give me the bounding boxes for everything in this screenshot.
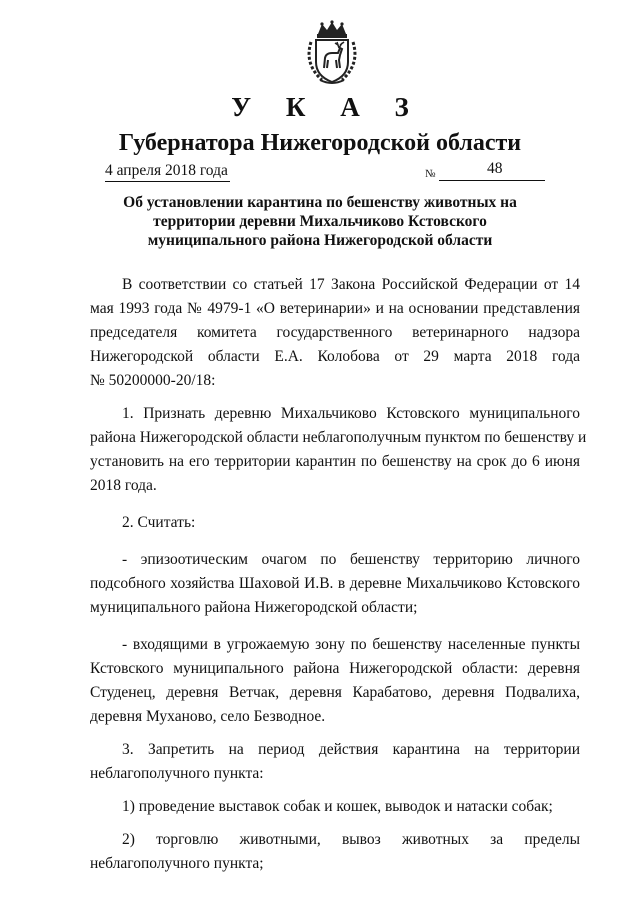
text-line: района Нижегородской области неблагополучным пунктом по бешенству и: [90, 429, 587, 446]
clause-3: [90, 738, 580, 786]
text-line: Нижегородской области Е.А. Колобова от 29 марта 2018 года: [90, 348, 580, 365]
clause-2-item-1: [90, 548, 580, 620]
text-line: Студенец, деревня Ветчак, деревня Карабатово, деревня Подвалиха,: [90, 684, 580, 701]
document-body: [90, 273, 587, 876]
number-sign: №: [425, 168, 436, 180]
clause-1: [90, 402, 587, 498]
text-line: 1. Признать деревню Михальчиково Кстовского муниципального: [122, 405, 580, 422]
date-underline: [105, 181, 230, 182]
subject-line: Об установлении карантина по бешенству животных на: [123, 194, 517, 211]
date-text: 4 апреля 2018 года: [105, 162, 228, 179]
document-date: [105, 162, 230, 184]
text-line: 2) торговлю животными, вывоз животных за пределы: [122, 831, 580, 848]
clause-2-item-2: [90, 633, 580, 729]
text-line: В соответствии со статьей 17 Закона Российской Федерации от 14: [122, 276, 580, 293]
subject-line: муниципального района Нижегородской области: [147, 232, 493, 249]
document-type-title: У К А З: [231, 92, 423, 122]
issuer-title: Губернатора Нижегородской области: [118, 130, 522, 156]
text-line: 2. Считать:: [122, 514, 196, 531]
text-line: 3. Запретить на период действия карантина на территории: [122, 741, 580, 758]
subject-line: территории деревни Михальчиково Кстовского: [153, 213, 487, 230]
clause-2: [90, 511, 580, 535]
clause-3-item-1: [90, 795, 580, 819]
text-line: № 50200000-20/18:: [90, 372, 216, 389]
document-number: [425, 160, 545, 184]
text-line: председателя комитета государственного ветеринарного надзора: [90, 324, 580, 341]
number-underline: [439, 180, 545, 181]
text-line: деревня Муханово, село Безводное.: [90, 708, 326, 725]
text-line: - эпизоотическим очагом по бешенству территорию личного: [122, 551, 580, 568]
text-line: 1) проведение выставок собак и кошек, выводок и натаски собак;: [122, 798, 553, 815]
text-line: муниципального района Нижегородской области;: [90, 599, 418, 616]
text-line: 2018 года.: [90, 477, 157, 494]
text-line: - входящими в угрожаемую зону по бешенству населенные пункты: [122, 636, 580, 653]
clause-3-item-2: [90, 828, 580, 876]
text-line: установить на его территории карантин по бешенству на срок до 6 июня: [90, 453, 580, 470]
text-line: неблагополучного пункта:: [90, 765, 264, 782]
text-line: неблагополучного пункта;: [90, 855, 264, 872]
text-line: мая 1993 года № 4979-1 «О ветеринарии» и на основании представления: [90, 300, 580, 317]
coat-of-arms-icon: [302, 20, 362, 86]
text-line: Кстовского муниципального района Нижегородской области: деревня: [90, 660, 580, 677]
number-value: 48: [487, 160, 503, 177]
text-line: подсобного хозяйства Шаховой И.В. в деревне Михальчиково Кстовского: [90, 575, 580, 592]
document-subject: [90, 193, 550, 250]
preamble-paragraph: [90, 273, 580, 393]
